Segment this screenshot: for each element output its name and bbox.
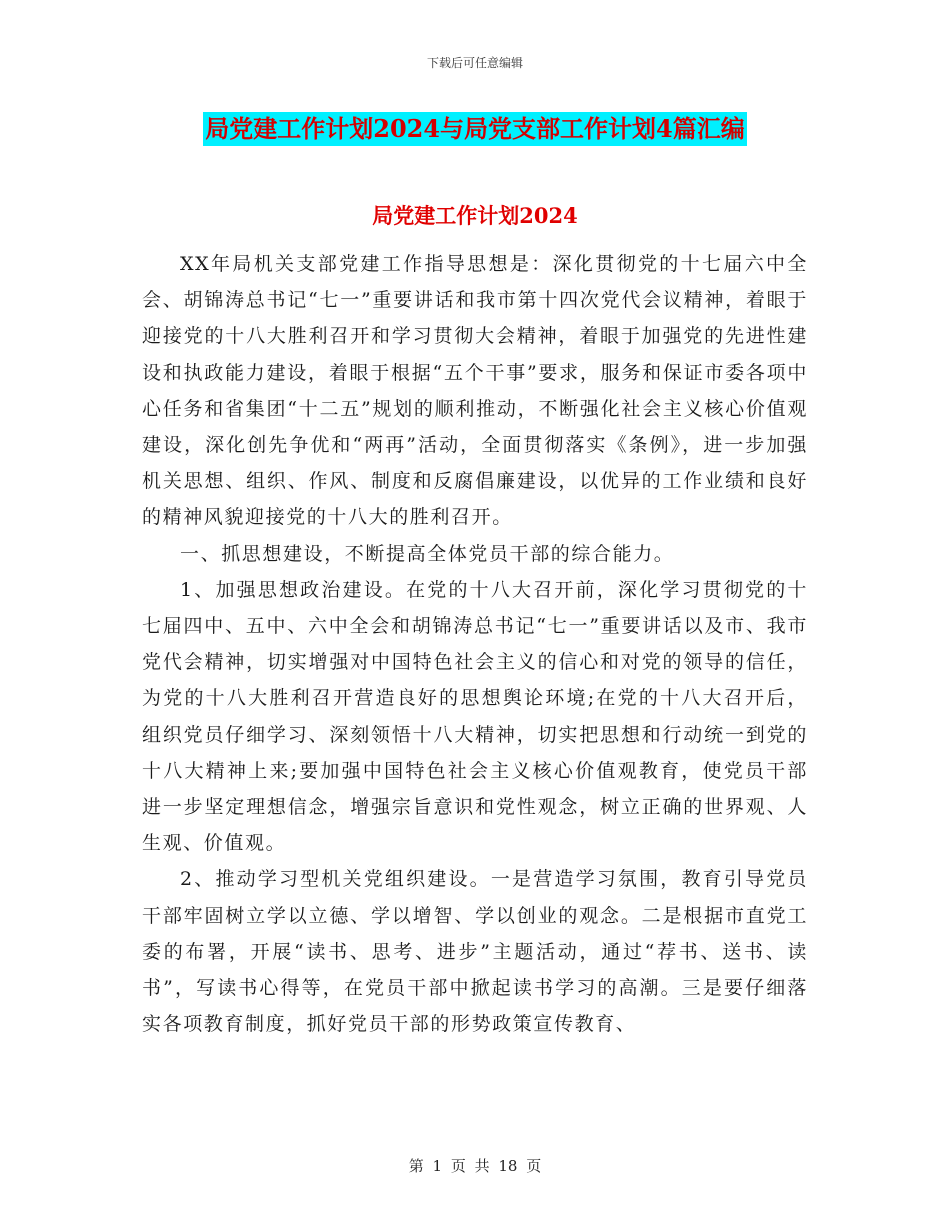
paragraph-political-building: 1、加强思想政治建设。在党的十八大召开前，深化学习贯彻党的十七届四中、五中、六中全会和胡锦涛总书记“七一”重要讲话以及市、我市党代会精神，切实增强对中国特色社会主义的信心和对党的领导的信任，为党的十八大胜利召开营造良好的思想舆论环境;在党的十八大召开后，组织党员仔细学习、深刻领悟十八大精神，切实把思想和行动统一到党的十八大精神上来;要加强中国特色社会主义核心价值观教育，使党员干部进一步坚定理想信念，增强宗旨意识和党性观念，树立正确的世界观、人生观、价值观。 — [142, 578, 808, 855]
header-note: 下载后可任意编辑 — [426, 56, 523, 70]
section-title: 局党建工作计划2024 — [372, 203, 578, 228]
page-footer — [0, 1155, 950, 1176]
document-title — [0, 112, 950, 149]
paragraph-guiding-ideology: XX年局机关支部党建工作指导思想是：深化贯彻党的十七届六中全会、胡锦涛总书记“七一”重要讲话和我市第十四次党代会议精神，着眼于迎接党的十八大胜利召开和学习贯彻大会精神，着眼于加强党的先进性建设和执政能力建设，着眼于根据“五个干事”要求，服务和保证市委各项中心任务和省集团“十二五”规划的顺利推动，不断强化社会主义核心价值观建设，深化创先争优和“两再”活动，全面贯彻落实《条例》，进一步加强机关思想、组织、作风、制度和反腐倡廉建设，以优异的工作业绩和良好的精神风貌迎接党的十八大的胜利召开。 — [142, 253, 808, 529]
document-body — [142, 246, 808, 1042]
page-number: 第 1 页 共 18 页 — [408, 1157, 542, 1175]
document-title-text: 局党建工作计划2024与局党支部工作计划4篇汇编 — [203, 112, 747, 146]
paragraph-learning-organization: 2、推动学习型机关党组织建设。一是营造学习氛围，教育引导党员干部牢固树立学以立德、学以增智、学以创业的观念。二是根据市直党工委的布署，开展“读书、思考、进步”主题活动，通过“荐书、送书、读书”，写读书心得等，在党员干部中掀起读书学习的高潮。三是要仔细落实各项教育制度，抓好党员干部的形势政策宣传教育、 — [142, 868, 808, 1036]
paragraph-heading-ideological-building: 一、抓思想建设，不断提高全体党员干部的综合能力。 — [180, 542, 675, 565]
